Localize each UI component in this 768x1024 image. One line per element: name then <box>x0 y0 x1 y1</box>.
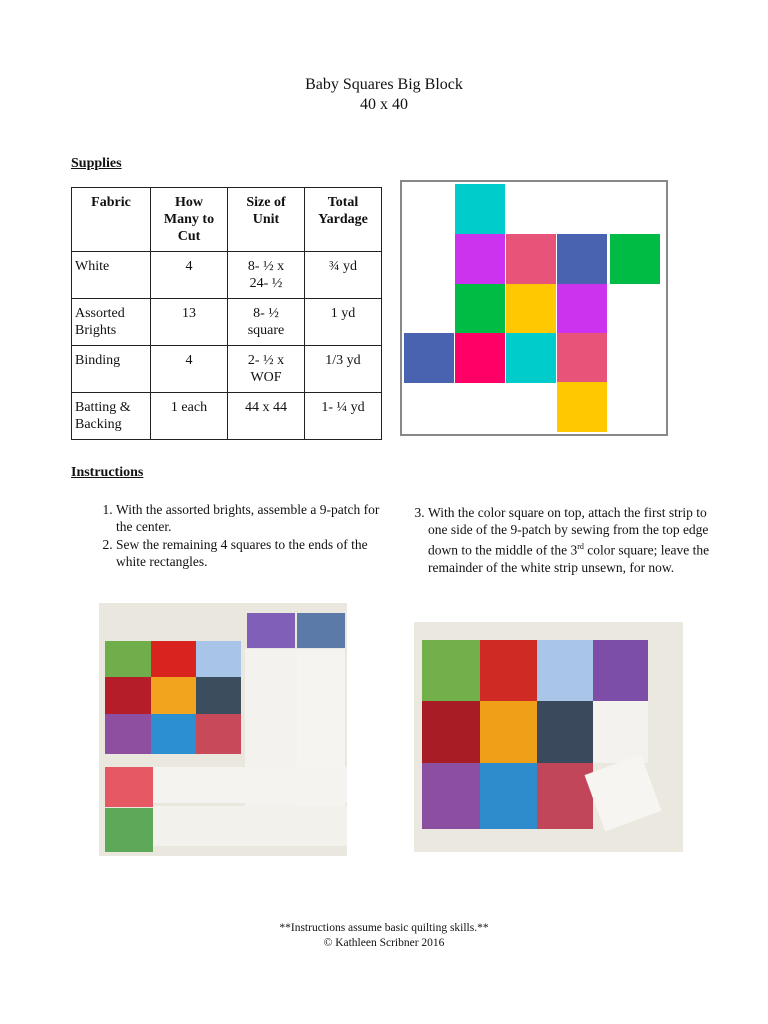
cell-yardage: ¾ yd <box>305 252 382 299</box>
cell-size: 8- ½ x 24- ½ <box>228 252 305 299</box>
table-row <box>72 299 382 346</box>
white-strip-photo <box>153 806 347 846</box>
cell-fabric: Batting & Backing <box>72 393 151 440</box>
quilt-square <box>506 234 556 284</box>
cell-fabric: Binding <box>72 346 151 393</box>
supplies-table-header-row <box>72 188 382 252</box>
fabric-square-photo <box>422 640 480 701</box>
cell-fabric: Assorted Brights <box>72 299 151 346</box>
fabric-square-photo <box>151 677 196 714</box>
white-strip-photo <box>585 755 662 832</box>
instruction-step-2: 2. Sew the remaining 4 squares to the ends of the white rectangles. <box>116 536 388 570</box>
fabric-square-photo <box>593 640 648 701</box>
quilt-layout-photo-2 <box>414 622 683 852</box>
cell-size: 2- ½ x WOF <box>228 346 305 393</box>
fabric-square-photo <box>196 677 241 714</box>
page-subtitle-size: 40 x 40 <box>360 96 408 113</box>
cell-size: 44 x 44 <box>228 393 305 440</box>
cell-yardage: 1 yd <box>305 299 382 346</box>
fabric-square-photo <box>480 763 537 829</box>
quilt-square <box>557 284 607 334</box>
quilt-square <box>557 382 607 432</box>
white-strip-photo <box>153 767 347 803</box>
fabric-square-photo <box>537 763 593 829</box>
quilt-layout-photo-1 <box>99 603 347 856</box>
fabric-square-photo <box>105 714 151 754</box>
quilt-square <box>455 284 505 334</box>
supplies-table <box>71 187 382 440</box>
cell-count: 1 each <box>151 393 228 440</box>
fabric-square-photo <box>105 641 151 677</box>
page-title: Baby Squares Big Block <box>305 76 463 93</box>
table-row <box>72 346 382 393</box>
cell-count: 13 <box>151 299 228 346</box>
quilt-square <box>455 234 505 284</box>
fabric-square-photo <box>422 701 480 763</box>
quilt-square <box>506 284 556 334</box>
quilt-square <box>455 184 505 234</box>
fabric-square-photo <box>297 613 345 648</box>
quilt-square <box>610 234 660 284</box>
instructions-right-column <box>382 504 712 577</box>
fabric-square-photo <box>105 808 153 852</box>
cell-fabric: White <box>72 252 151 299</box>
header-fabric: Fabric <box>72 188 151 252</box>
quilt-square <box>557 333 607 383</box>
fabric-square-photo <box>151 641 196 677</box>
quilt-square <box>404 333 454 383</box>
fabric-square-photo <box>151 714 196 754</box>
fabric-square-photo <box>105 767 153 807</box>
header-total-yardage: Total Yardage <box>305 188 382 252</box>
quilt-square <box>455 333 505 383</box>
instruction-step-1: 1. With the assorted brights, assemble a 9-patch for the center. <box>116 501 388 535</box>
header-how-many: How Many to Cut <box>151 188 228 252</box>
supplies-heading: Supplies <box>71 156 122 171</box>
footer-copyright: © Kathleen Scribner 2016 <box>323 937 445 949</box>
header-size-of-unit: Size of Unit <box>228 188 305 252</box>
cell-count: 4 <box>151 346 228 393</box>
fabric-square-photo <box>105 677 151 714</box>
quilt-square <box>506 333 556 383</box>
table-row <box>72 252 382 299</box>
table-row <box>72 393 382 440</box>
cell-yardage: 1- ¼ yd <box>305 393 382 440</box>
footer-note: **Instructions assume basic quilting skills.** <box>279 922 489 934</box>
fabric-square-photo <box>247 613 295 648</box>
cell-count: 4 <box>151 252 228 299</box>
fabric-square-photo <box>480 640 537 701</box>
fabric-square-photo <box>196 714 241 754</box>
cell-yardage: 1/3 yd <box>305 346 382 393</box>
fabric-square-photo <box>537 701 593 763</box>
fabric-square-photo <box>422 763 480 829</box>
quilt-square <box>557 234 607 284</box>
fabric-square-photo <box>196 641 241 677</box>
fabric-square-photo <box>480 701 537 763</box>
instructions-left-column <box>70 501 388 571</box>
cell-size: 8- ½ square <box>228 299 305 346</box>
instructions-heading: Instructions <box>71 465 144 480</box>
quilt-block-diagram <box>400 180 668 436</box>
instruction-step-3: 3. With the color square on top, attach the first strip to one side of the 9-patch by sewing from the top edge down to the middle of the 3rd color square; leave the remainder of the white strip unsewn, for now. <box>428 504 712 576</box>
fabric-square-photo <box>537 640 593 701</box>
